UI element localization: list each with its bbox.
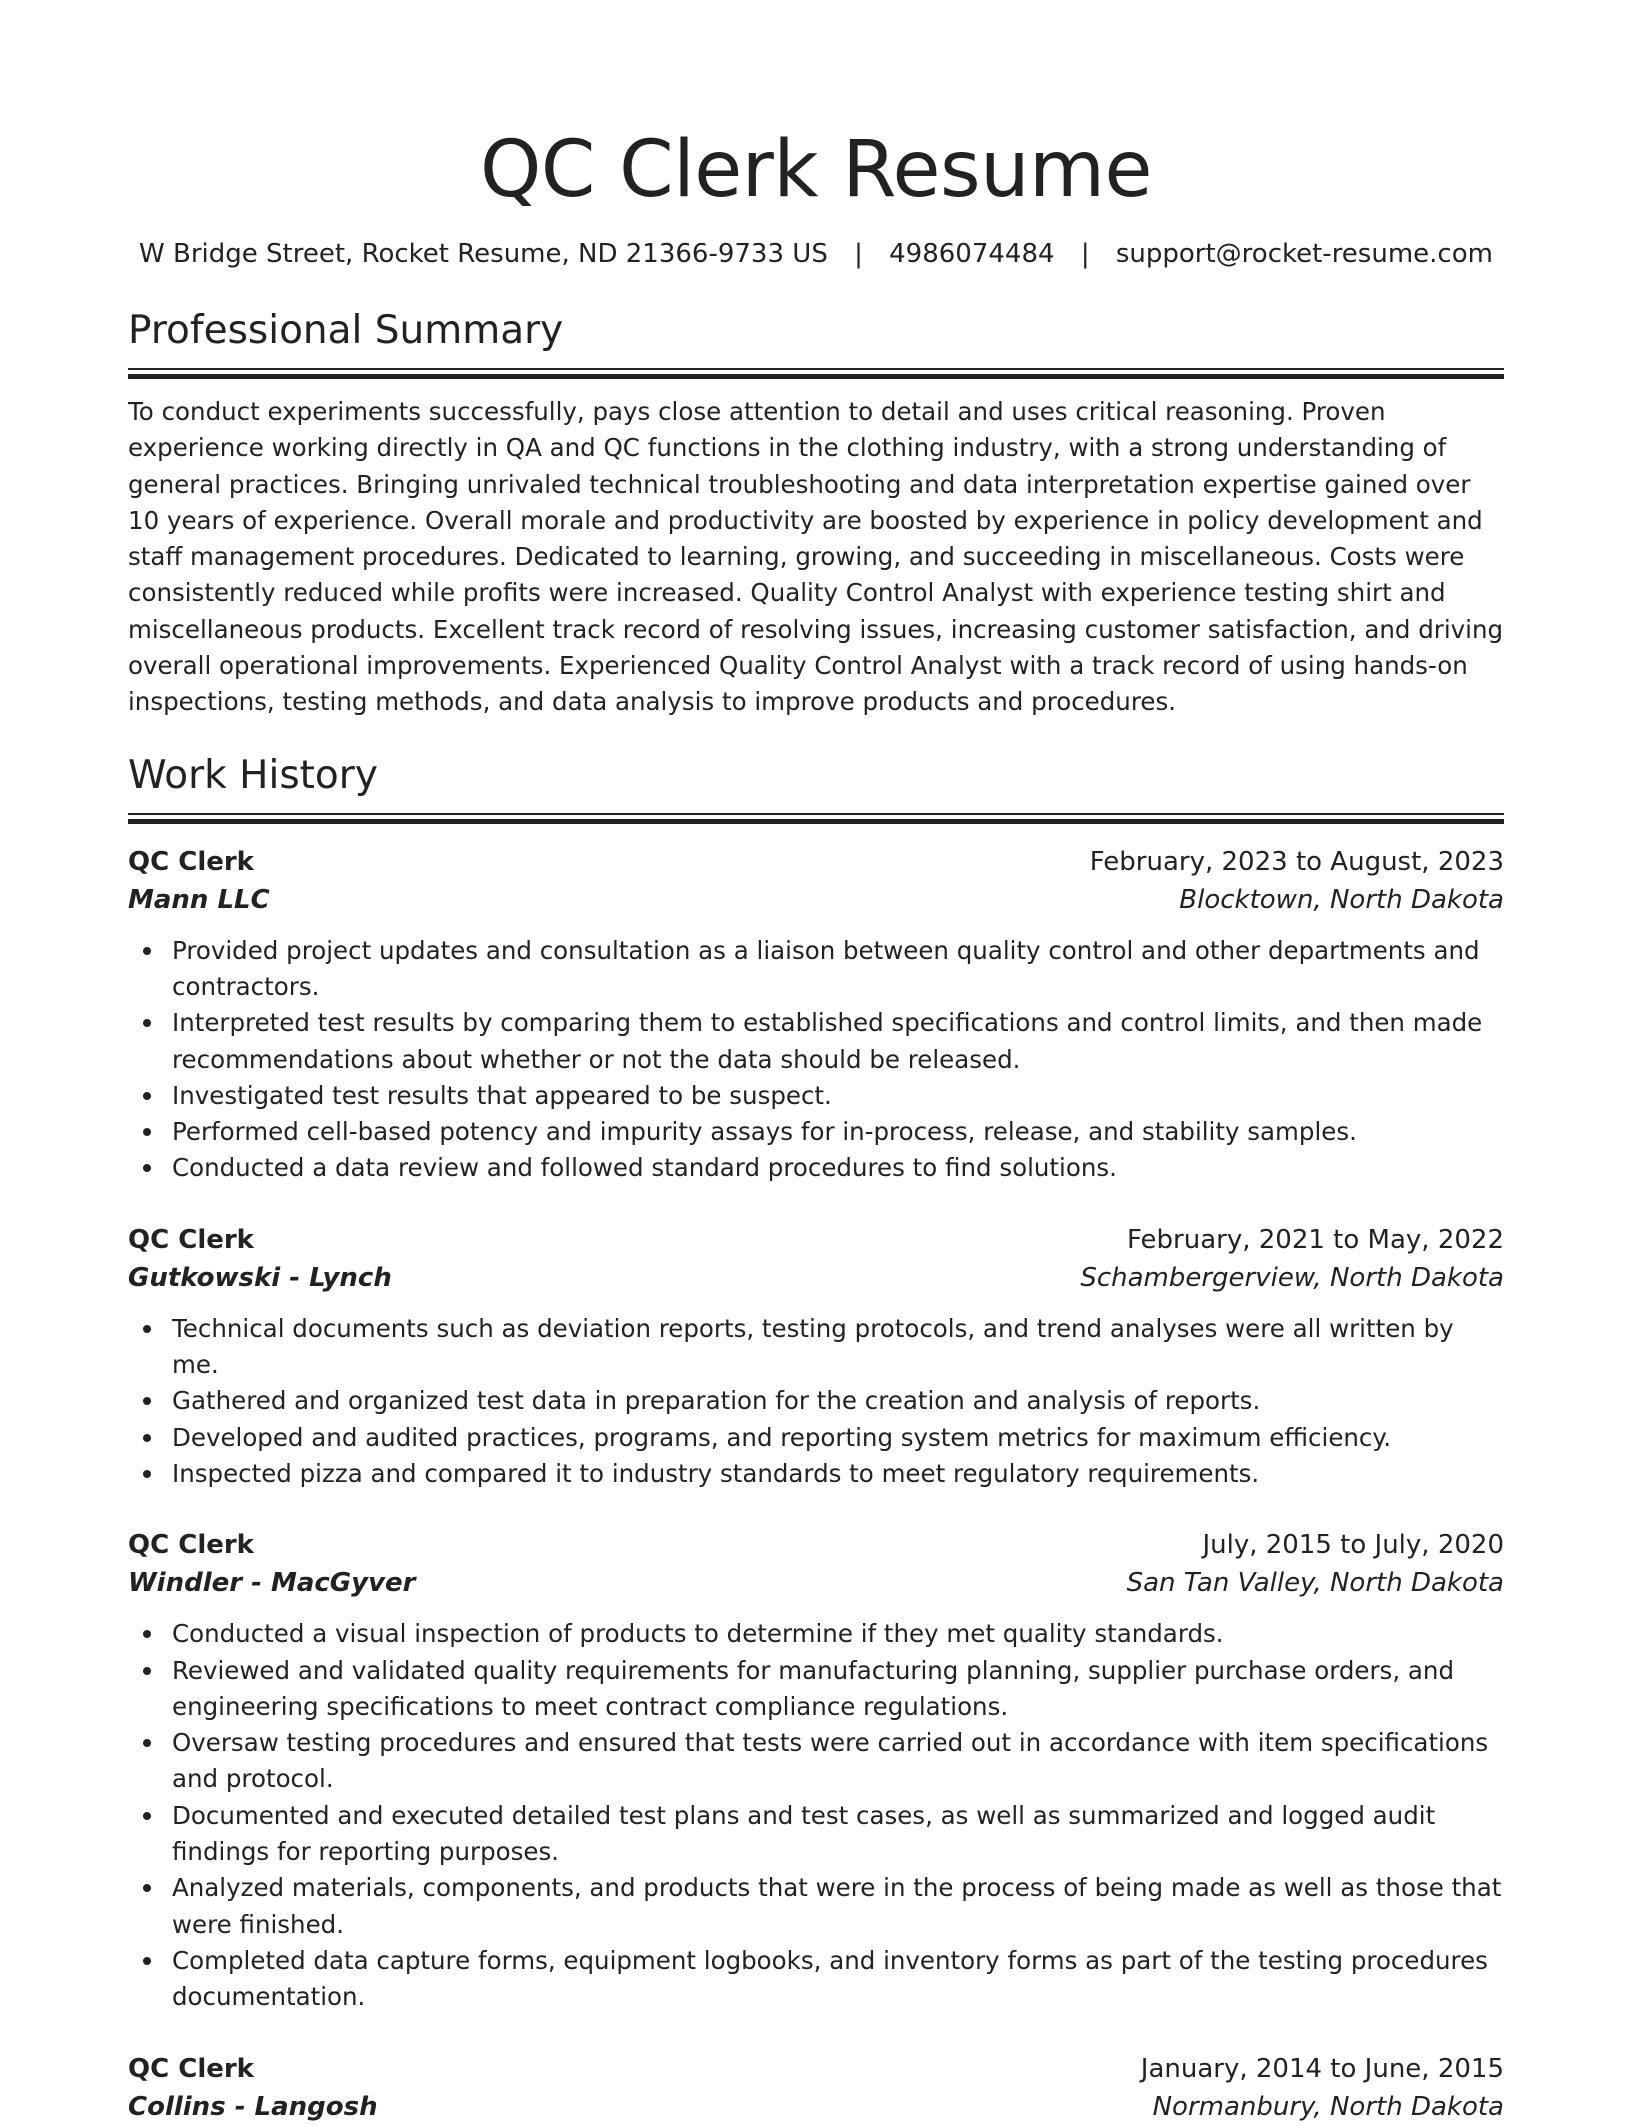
bullet-icon: [143, 1957, 151, 1965]
job-dates: February, 2021 to May, 2022: [1127, 1224, 1504, 1255]
list-item: [128, 1005, 1504, 1078]
list-item: [128, 1653, 1504, 1726]
bullet-text: Developed and audited practices, programs, and reporting system metrics for maximum efficiency.: [172, 1422, 1392, 1452]
job-title: QC Clerk: [128, 846, 254, 877]
bullet-icon: [143, 1128, 151, 1136]
list-item: [128, 1383, 1504, 1419]
list-item: [128, 1616, 1504, 1652]
job-location: Normanbury, North Dakota: [1152, 2091, 1504, 2122]
section-heading: Professional Summary: [128, 308, 564, 353]
job-entry: [128, 1221, 1504, 1492]
list-item: [128, 1456, 1504, 1492]
contact-separator: |: [854, 239, 863, 269]
job-company-row: [128, 1259, 1504, 1297]
section-divider: [128, 368, 1504, 378]
bullet-icon: [143, 1470, 151, 1478]
bullet-icon: [143, 1884, 151, 1892]
summary-text: To conduct experiments successfully, pays close attention to detail and uses critical reasoning. Proven experience working directly in QA and QC functions in the clothing industry, with a strong understanding of general practices. Bringing unrivaled technical troubleshooting and data interpretation expertise gained over 10 years of experience. Overall morale and productivity are boosted by experience in policy development and staff management procedures. Dedicated to learning, growing, and succeeding in miscellaneous. Costs were consistently reduced while profits were increased. Quality Control Analyst with experience testing shirt and miscellaneous products. Excellent track record of resolving issues, increasing customer satisfaction, and driving overall operational improvements. Experienced Quality Control Analyst with a track record of using hands-on inspections, testing methods, and data analysis to improve products and procedures.: [128, 397, 1504, 717]
job-title: QC Clerk: [128, 1224, 254, 1255]
bullet-text: Gathered and organized test data in preparation for the creation and analysis of reports.: [172, 1386, 1261, 1416]
job-header-row: [128, 1526, 1504, 1564]
list-item: [128, 1725, 1504, 1798]
bullet-text: Inspected pizza and compared it to industry standards to meet regulatory requirements.: [172, 1458, 1260, 1488]
job-company-row: [128, 1564, 1504, 1602]
bullet-icon: [143, 1434, 151, 1442]
bullet-icon: [143, 1630, 151, 1638]
job-bullet-list: [128, 933, 1504, 1187]
job-company: Collins - Langosh: [128, 2091, 378, 2122]
bullet-text: Analyzed materials, components, and products that were in the process of being made as well as those that were finished.: [172, 1873, 1502, 1939]
bullet-text: Interpreted test results by comparing them to established specifications and control limits, and then made recommendations about whether or not the data should be released.: [172, 1008, 1483, 1074]
bullet-text: Oversaw testing procedures and ensured that tests were carried out in accordance with item specifications and protocol.: [172, 1728, 1489, 1794]
bullet-icon: [143, 1812, 151, 1820]
job-company: Gutkowski - Lynch: [128, 1262, 392, 1293]
bullet-icon: [143, 1019, 151, 1027]
work-history-section: [128, 751, 1504, 2126]
list-item: [128, 1943, 1504, 2016]
contact-email: support@rocket-resume.com: [1115, 239, 1493, 269]
job-company-row: [128, 881, 1504, 919]
job-dates: July, 2015 to July, 2020: [1202, 1530, 1504, 1561]
contact-phone: 4986074484: [889, 239, 1055, 269]
job-entry: [128, 2050, 1504, 2126]
bullet-text: Conducted a data review and followed standard procedures to find solutions.: [172, 1153, 1117, 1183]
job-location: Blocktown, North Dakota: [1179, 884, 1504, 915]
list-item: [128, 1870, 1504, 1943]
list-item: [128, 1311, 1504, 1384]
job-dates: February, 2023 to August, 2023: [1089, 846, 1504, 877]
bullet-icon: [143, 1667, 151, 1675]
bullet-text: Completed data capture forms, equipment logbooks, and inventory forms as part of the testing procedures documentation.: [172, 1945, 1488, 2012]
job-location: San Tan Valley, North Dakota: [1126, 1568, 1504, 1599]
list-item: [128, 1078, 1504, 1114]
contact-address: W Bridge Street, Rocket Resume, ND 21366-9733 US: [139, 239, 828, 269]
list-item: [128, 1420, 1504, 1456]
list-item: [128, 933, 1504, 1006]
job-company: Windler - MacGyver: [128, 1568, 416, 1599]
bullet-icon: [143, 1164, 151, 1172]
list-item: [128, 1798, 1504, 1871]
job-title: QC Clerk: [128, 1530, 254, 1561]
job-entry: [128, 843, 1504, 1187]
bullet-text: Investigated test results that appeared to be suspect.: [172, 1080, 832, 1110]
contact-separator: |: [1080, 239, 1090, 269]
job-header-row: [128, 2050, 1504, 2088]
bullet-text: Performed cell-based potency and impurity assays for in-process, release, and stability samples.: [172, 1117, 1357, 1147]
bullet-icon: [143, 1325, 151, 1333]
bullet-icon: [143, 947, 151, 955]
professional-summary-section: [128, 306, 1504, 721]
job-location: Schambergerview, North Dakota: [1080, 1262, 1504, 1293]
bullet-text: Provided project updates and consultation as a liaison between quality control and other departments and contractors.: [172, 935, 1480, 1001]
job-bullet-list: [128, 1311, 1504, 1492]
bullet-icon: [143, 1397, 151, 1405]
job-dates: January, 2014 to June, 2015: [1140, 2053, 1504, 2084]
job-header-row: [128, 1221, 1504, 1259]
bullet-text: Conducted a visual inspection of products to determine if they met quality standards.: [172, 1619, 1224, 1649]
bullet-text: Documented and executed detailed test plans and test cases, as well as summarized and logged audit findings for reporting purposes.: [172, 1800, 1436, 1867]
list-item: [128, 1114, 1504, 1150]
job-header-row: [128, 843, 1504, 881]
bullet-icon: [143, 1092, 151, 1100]
resume-title: QC Clerk Resume: [479, 125, 1153, 215]
section-heading: Work History: [128, 752, 378, 798]
job-title: QC Clerk: [128, 2053, 254, 2084]
job-list: [128, 843, 1504, 2126]
job-entry: [128, 1526, 1504, 2015]
job-company-row: [128, 2088, 1504, 2126]
job-company: Mann LLC: [128, 884, 270, 915]
bullet-text: Reviewed and validated quality requirements for manufacturing planning, supplier purchase orders, and engineering specifications to meet contract compliance regulations.: [172, 1655, 1454, 1721]
section-divider: [128, 813, 1504, 823]
contact-line: [128, 236, 1504, 272]
job-bullet-list: [128, 1616, 1504, 2015]
bullet-icon: [143, 1739, 151, 1747]
list-item: [128, 1150, 1504, 1186]
bullet-text: Technical documents such as deviation reports, testing protocols, and trend analyses were all written by me.: [172, 1313, 1454, 1380]
